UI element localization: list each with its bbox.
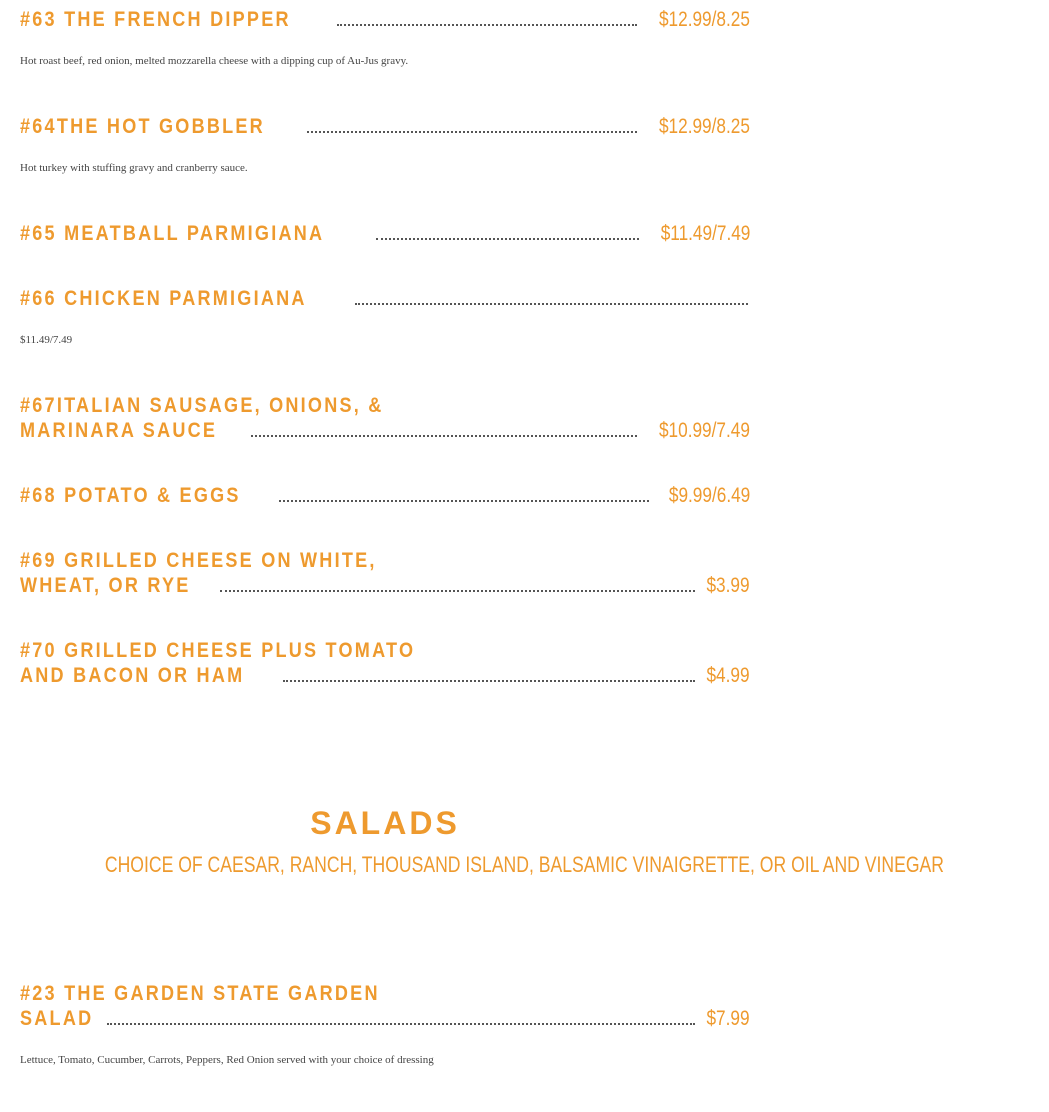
item-name-line1: #69 GRILLED CHEESE ON WHITE,: [20, 549, 377, 572]
item-name-line2: WHEAT, OR RYE: [20, 574, 191, 597]
menu-item-64: [20, 114, 750, 139]
item-description: Hot turkey with stuffing gravy and cranberry sauce.: [20, 162, 248, 174]
item-name: #64THE HOT GOBBLER: [20, 115, 265, 138]
dot-leader: [251, 435, 637, 437]
item-price: $11.49/7.49: [660, 222, 750, 245]
item-name-line1: #23 THE GARDEN STATE GARDEN: [20, 982, 380, 1005]
menu-item-23: [20, 981, 750, 1031]
menu-item-68: [20, 483, 750, 508]
dot-leader: [283, 680, 696, 682]
section-subheading: CHOICE OF CAESAR, RANCH, THOUSAND ISLAND, BALSAMIC VINAIGRETTE, OR OIL AND VINEGAR: [104, 852, 944, 877]
menu-item-65: [20, 221, 750, 246]
dot-leader: [220, 590, 695, 592]
item-name-line2: AND BACON OR HAM: [20, 664, 245, 687]
item-price: $10.99/7.49: [659, 419, 750, 442]
dot-leader: [107, 1023, 695, 1025]
section-heading: SALADS: [310, 805, 460, 841]
menu-item-63: [20, 7, 750, 32]
dot-leader: [279, 500, 649, 502]
item-name-line2: MARINARA SAUCE: [20, 419, 218, 442]
item-name: #63 THE FRENCH DIPPER: [20, 8, 291, 31]
item-name: #68 POTATO & EGGS: [20, 484, 241, 507]
item-description: Lettuce, Tomato, Cucumber, Carrots, Peppers, Red Onion served with your choice of dressing: [20, 1054, 434, 1066]
dot-leader: [337, 24, 637, 26]
menu-item-69: [20, 548, 750, 598]
item-price: $12.99/8.25: [659, 8, 750, 31]
dot-leader: [376, 238, 639, 240]
item-name: #65 MEATBALL PARMIGIANA: [20, 222, 325, 245]
dot-leader: [355, 303, 748, 305]
item-price: $12.99/8.25: [659, 115, 750, 138]
item-price: $9.99/6.49: [668, 484, 750, 507]
menu-item-70: [20, 638, 750, 688]
item-name-line2: SALAD: [20, 1007, 94, 1030]
item-price: $7.99: [706, 1007, 750, 1030]
dot-leader: [307, 131, 637, 133]
menu-item-66: [20, 286, 750, 311]
item-price: $4.99: [706, 664, 750, 687]
item-name: #66 CHICKEN PARMIGIANA: [20, 287, 307, 310]
item-price: $3.99: [706, 574, 750, 597]
menu-item-67: [20, 393, 750, 443]
item-description: Hot roast beef, red onion, melted mozzarella cheese with a dipping cup of Au-Jus gravy.: [20, 55, 409, 67]
item-name-line1: #67ITALIAN SAUSAGE, ONIONS, &: [20, 394, 384, 417]
item-price-below: $11.49/7.49: [20, 334, 73, 346]
item-name-line1: #70 GRILLED CHEESE PLUS TOMATO: [20, 639, 416, 662]
